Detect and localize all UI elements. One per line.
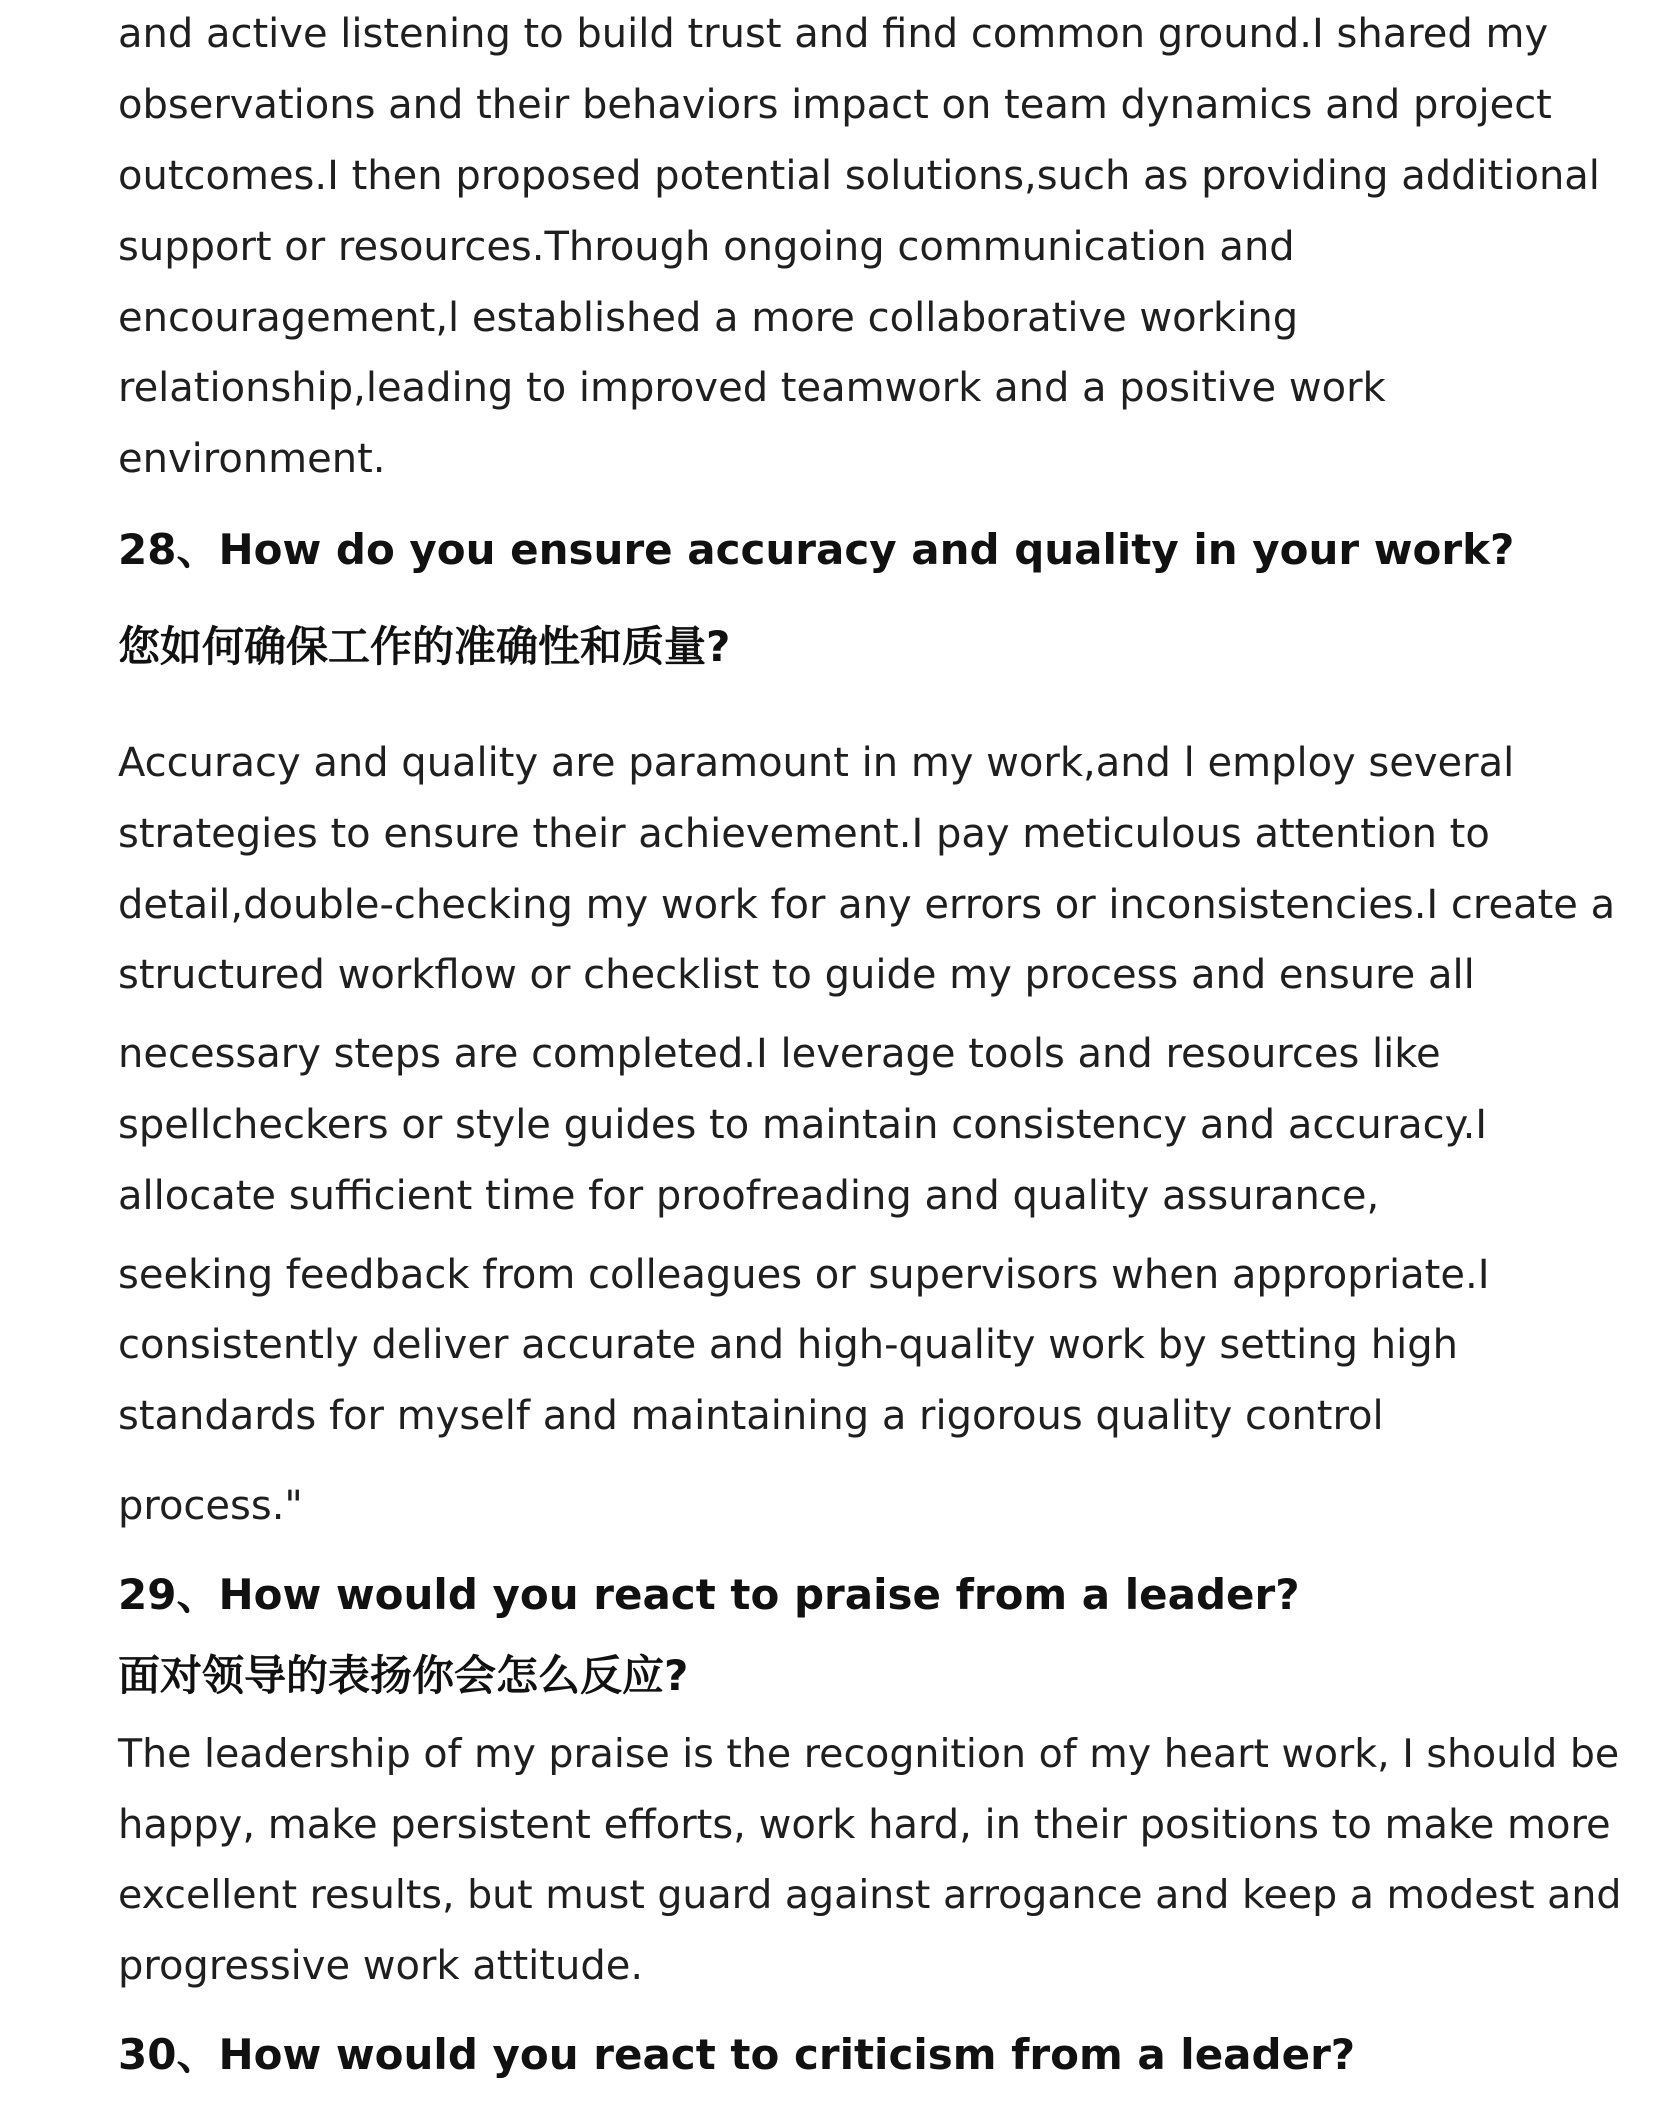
answer-28-line: allocate sufficient time for proofreading and quality assurance, <box>118 1173 1380 1219</box>
answer-28-line: process." <box>118 1483 303 1529</box>
answer-27-line: outcomes.I then proposed potential solutions,such as providing additional <box>118 153 1600 199</box>
question-28-heading: 28、How do you ensure accuracy and quality in your work? <box>118 525 1515 574</box>
answer-27-line: relationship,leading to improved teamwork and a positive work <box>118 365 1386 411</box>
answer-28-line: structured workflow or checklist to guide my process and ensure all <box>118 952 1475 998</box>
answer-28-line: seeking feedback from colleagues or supervisors when appropriate.I <box>118 1252 1490 1298</box>
answer-28-line: Accuracy and quality are paramount in my work,and l employ several <box>118 740 1515 786</box>
answer-29-line: happy, make persistent efforts, work hard, in their positions to make more <box>118 1802 1611 1848</box>
answer-28-line: strategies to ensure their achievement.I pay meticulous attention to <box>118 811 1490 857</box>
answer-28-line: consistently deliver accurate and high-quality work by setting high <box>118 1322 1458 1368</box>
answer-28-line: necessary steps are completed.I leverage tools and resources like <box>118 1031 1441 1077</box>
answer-27-line: encouragement,l established a more collaborative working <box>118 295 1299 341</box>
question-28-heading-zh: 您如何确保工作的准确性和质量? <box>118 622 731 671</box>
answer-28-line: detail,double-checking my work for any errors or inconsistencies.I create a <box>118 882 1616 928</box>
answer-29-line: progressive work attitude. <box>118 1943 644 1989</box>
answer-29-line: excellent results, but must guard against arrogance and keep a modest and <box>118 1872 1622 1918</box>
answer-27-line: observations and their behaviors impact on team dynamics and project <box>118 82 1552 128</box>
answer-27-line: and active listening to build trust and find common ground.I shared my <box>118 11 1549 57</box>
question-30-heading: 30、How would you react to criticism from a leader? <box>118 2030 1356 2079</box>
answer-27-line: support or resources.Through ongoing communication and <box>118 224 1295 270</box>
question-29-heading: 29、How would you react to praise from a leader? <box>118 1570 1300 1619</box>
answer-28-line: standards for myself and maintaining a rigorous quality control <box>118 1393 1384 1439</box>
answer-28-line: spellcheckers or style guides to maintain consistency and accuracy.I <box>118 1102 1488 1148</box>
answer-29-line: The leadership of my praise is the recognition of my heart work, I should be <box>118 1731 1620 1777</box>
question-29-heading-zh: 面对领导的表扬你会怎么反应? <box>118 1651 689 1700</box>
answer-27-line: environment. <box>118 436 386 482</box>
